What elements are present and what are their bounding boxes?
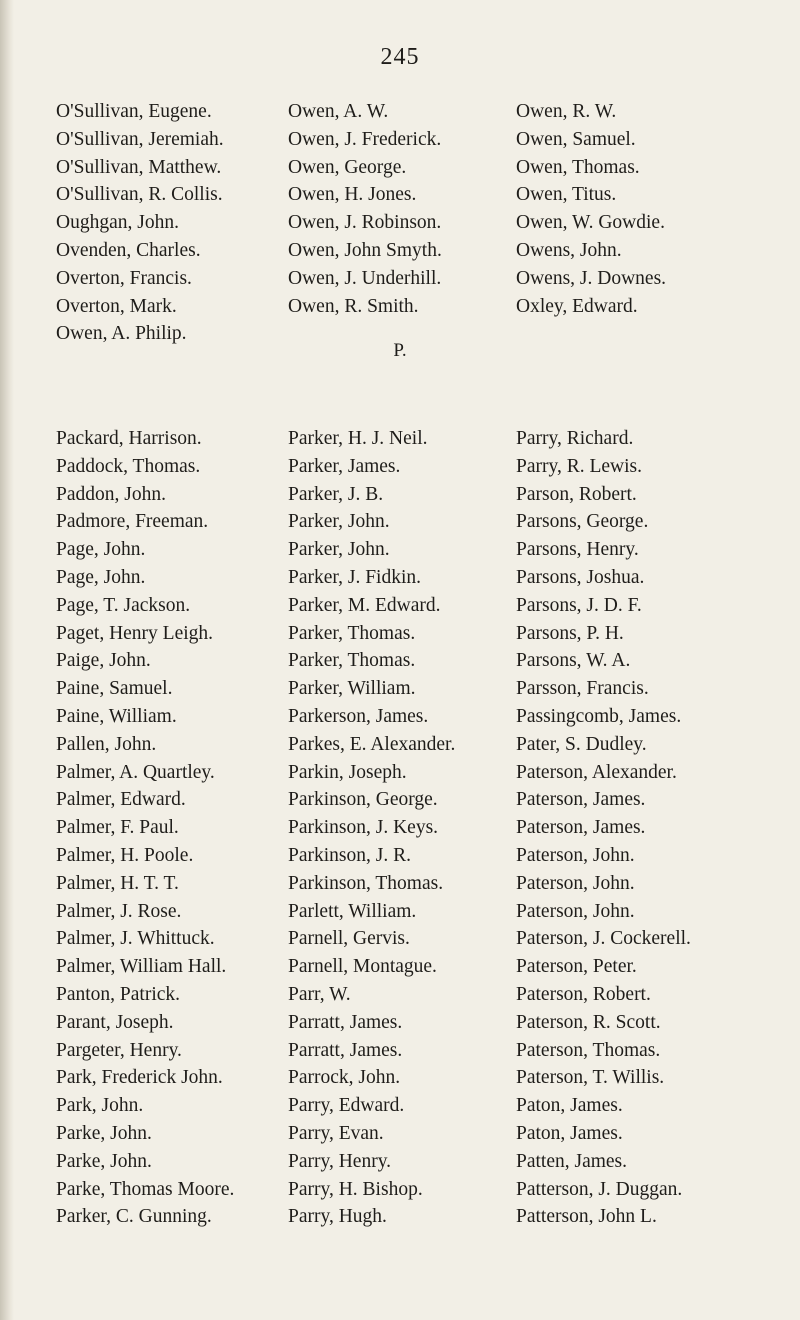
- name-entry: Panton, Patrick.: [56, 983, 181, 1005]
- name-entry: O'Sullivan, Matthew.: [56, 156, 222, 178]
- name-entry: Palmer, F. Paul.: [56, 817, 179, 839]
- name-entry: Page, John.: [56, 566, 146, 588]
- name-entry: Paget, Henry Leigh.: [56, 622, 214, 644]
- o-section-column-2: [288, 98, 516, 348]
- name-entry: Paton, James.: [516, 1122, 623, 1144]
- name-entry: Parson, Robert.: [516, 483, 637, 505]
- name-entry: Parnell, Gervis.: [288, 928, 410, 950]
- name-entry: Paterson, J. Cockerell.: [516, 928, 691, 950]
- p-section-column-3: [516, 425, 796, 1231]
- name-entry: Parant, Joseph.: [56, 1011, 174, 1033]
- name-entry: Patterson, J. Duggan.: [516, 1178, 683, 1200]
- name-entry: Page, T. Jackson.: [56, 594, 191, 616]
- name-entry: Parker, James.: [288, 455, 401, 477]
- name-entry: Palmer, Edward.: [56, 789, 186, 811]
- name-entry: Parry, Edward.: [288, 1095, 405, 1117]
- name-entry: Owen, J. Frederick.: [288, 128, 442, 150]
- name-entry: Parkinson, J. Keys.: [288, 817, 439, 839]
- name-entry: Parkes, E. Alexander.: [288, 733, 456, 755]
- name-entry: Patterson, John L.: [516, 1206, 657, 1228]
- o-section-column-3: [516, 98, 796, 348]
- name-entry: Owen, A. Philip.: [56, 323, 187, 345]
- name-entry: Parry, Richard.: [516, 428, 634, 449]
- name-entry: Paterson, Peter.: [516, 956, 637, 978]
- name-entry: Palmer, A. Quartley.: [56, 761, 215, 783]
- name-entry: Parsons, Henry.: [516, 539, 639, 561]
- name-entry: Parkinson, J. R.: [288, 844, 411, 866]
- name-entry: Owens, John.: [516, 239, 622, 261]
- name-entry: Palmer, H. T. T.: [56, 872, 179, 894]
- name-entry: Owen, Thomas.: [516, 156, 640, 178]
- page-binding-edge: [0, 0, 14, 1320]
- name-entry: Padmore, Freeman.: [56, 511, 209, 533]
- name-entry: Parsons, George.: [516, 511, 649, 533]
- name-entry: Owen, J. Robinson.: [288, 212, 442, 234]
- name-entry: Parsson, Francis.: [516, 678, 649, 700]
- name-entry: Parkin, Joseph.: [288, 761, 407, 783]
- name-entry: Passingcomb, James.: [516, 705, 682, 727]
- name-entry: Paterson, Thomas.: [516, 1039, 661, 1061]
- name-entry: Paige, John.: [56, 650, 151, 672]
- p-section-column-2: [288, 425, 516, 1231]
- name-entry: Owens, J. Downes.: [516, 267, 667, 289]
- name-entry: O'Sullivan, R. Collis.: [56, 184, 223, 206]
- name-entry: Parry, H. Bishop.: [288, 1178, 423, 1200]
- name-entry: Palmer, J. Whittuck.: [56, 928, 215, 950]
- name-entry: Patten, James.: [516, 1150, 628, 1172]
- name-entry: Paddock, Thomas.: [56, 455, 201, 477]
- name-entry: Overton, Francis.: [56, 267, 192, 289]
- name-entry: Parker, M. Edward.: [288, 594, 441, 616]
- name-entry: Owen, A. W.: [288, 101, 389, 122]
- name-entry: Parker, William.: [288, 678, 416, 700]
- name-entry: Parr, W.: [288, 983, 351, 1005]
- name-entry: Paterson, James.: [516, 789, 646, 811]
- name-entry: Parrock, John.: [288, 1067, 401, 1089]
- name-entry: Palmer, William Hall.: [56, 956, 227, 978]
- name-entry: Parker, H. J. Neil.: [288, 428, 428, 449]
- name-entry: Paton, James.: [516, 1095, 623, 1117]
- name-entry: Parsons, P. H.: [516, 622, 624, 644]
- name-entry: Oxley, Edward.: [516, 295, 638, 317]
- p-section-column-1: [56, 425, 288, 1231]
- name-entry: Owen, R. W.: [516, 101, 617, 122]
- name-entry: Parry, Henry.: [288, 1150, 392, 1172]
- name-entry: Park, Frederick John.: [56, 1067, 223, 1089]
- name-entry: Ovenden, Charles.: [56, 239, 201, 261]
- name-entry: Parratt, James.: [288, 1011, 403, 1033]
- name-entry: Owen, W. Gowdie.: [516, 212, 665, 234]
- name-entry: Parsons, J. D. F.: [516, 594, 642, 616]
- name-entry: Owen, George.: [288, 156, 407, 178]
- name-entry: Parkerson, James.: [288, 705, 429, 727]
- name-entry: Owen, J. Underhill.: [288, 267, 442, 289]
- name-entry: Paine, William.: [56, 705, 177, 727]
- name-entry: O'Sullivan, Eugene.: [56, 101, 212, 122]
- name-entry: Parkinson, Thomas.: [288, 872, 444, 894]
- p-section-name-columns: [56, 425, 796, 1231]
- name-entry: Paterson, John.: [516, 844, 635, 866]
- name-entry: Parratt, James.: [288, 1039, 403, 1061]
- name-entry: Parlett, William.: [288, 900, 417, 922]
- name-entry: Paterson, R. Scott.: [516, 1011, 661, 1033]
- name-entry: Parsons, Joshua.: [516, 566, 645, 588]
- name-entry: Parry, Evan.: [288, 1122, 384, 1144]
- name-entry: Parker, J. Fidkin.: [288, 566, 422, 588]
- name-entry: Parker, Thomas.: [288, 622, 416, 644]
- name-entry: Pargeter, Henry.: [56, 1039, 182, 1061]
- name-entry: Park, John.: [56, 1095, 144, 1117]
- name-entry: Owen, Titus.: [516, 184, 617, 206]
- name-entry: Parker, John.: [288, 511, 390, 533]
- name-entry: Paterson, T. Willis.: [516, 1067, 665, 1089]
- name-entry: Owen, H. Jones.: [288, 184, 417, 206]
- name-entry: Paterson, John.: [516, 872, 635, 894]
- name-entry: Palmer, H. Poole.: [56, 844, 194, 866]
- name-entry: Parkinson, George.: [288, 789, 438, 811]
- name-entry: Paterson, Alexander.: [516, 761, 677, 783]
- name-entry: Owen, John Smyth.: [288, 239, 442, 261]
- name-entry: Paterson, Robert.: [516, 983, 651, 1005]
- o-section-column-1: [56, 98, 288, 348]
- name-entry: Paterson, James.: [516, 817, 646, 839]
- name-entry: Parker, Thomas.: [288, 650, 416, 672]
- name-entry: Pater, S. Dudley.: [516, 733, 647, 755]
- name-entry: Packard, Harrison.: [56, 428, 202, 449]
- name-entry: O'Sullivan, Jeremiah.: [56, 128, 224, 150]
- name-entry: Pallen, John.: [56, 733, 157, 755]
- name-entry: Paterson, John.: [516, 900, 635, 922]
- name-entry: Parke, John.: [56, 1150, 152, 1172]
- name-entry: Parker, C. Gunning.: [56, 1206, 212, 1228]
- name-entry: Palmer, J. Rose.: [56, 900, 182, 922]
- name-entry: Overton, Mark.: [56, 295, 177, 317]
- name-entry: Parry, R. Lewis.: [516, 455, 643, 477]
- name-entry: Parry, Hugh.: [288, 1206, 387, 1228]
- name-entry: Parke, Thomas Moore.: [56, 1178, 235, 1200]
- o-section-name-columns: [56, 98, 796, 348]
- name-entry: Paddon, John.: [56, 483, 166, 505]
- name-entry: Parnell, Montague.: [288, 956, 437, 978]
- name-entry: Owen, Samuel.: [516, 128, 636, 150]
- name-entry: Parsons, W. A.: [516, 650, 631, 672]
- page-number: 245: [380, 44, 420, 70]
- name-entry: Page, John.: [56, 539, 146, 561]
- name-entry: Parker, John.: [288, 539, 390, 561]
- name-entry: Owen, R. Smith.: [288, 295, 419, 317]
- name-entry: Oughgan, John.: [56, 212, 179, 234]
- name-entry: Parker, J. B.: [288, 483, 384, 505]
- name-entry: Parke, John.: [56, 1122, 152, 1144]
- name-entry: Paine, Samuel.: [56, 678, 173, 700]
- section-letter-heading: P.: [393, 340, 407, 361]
